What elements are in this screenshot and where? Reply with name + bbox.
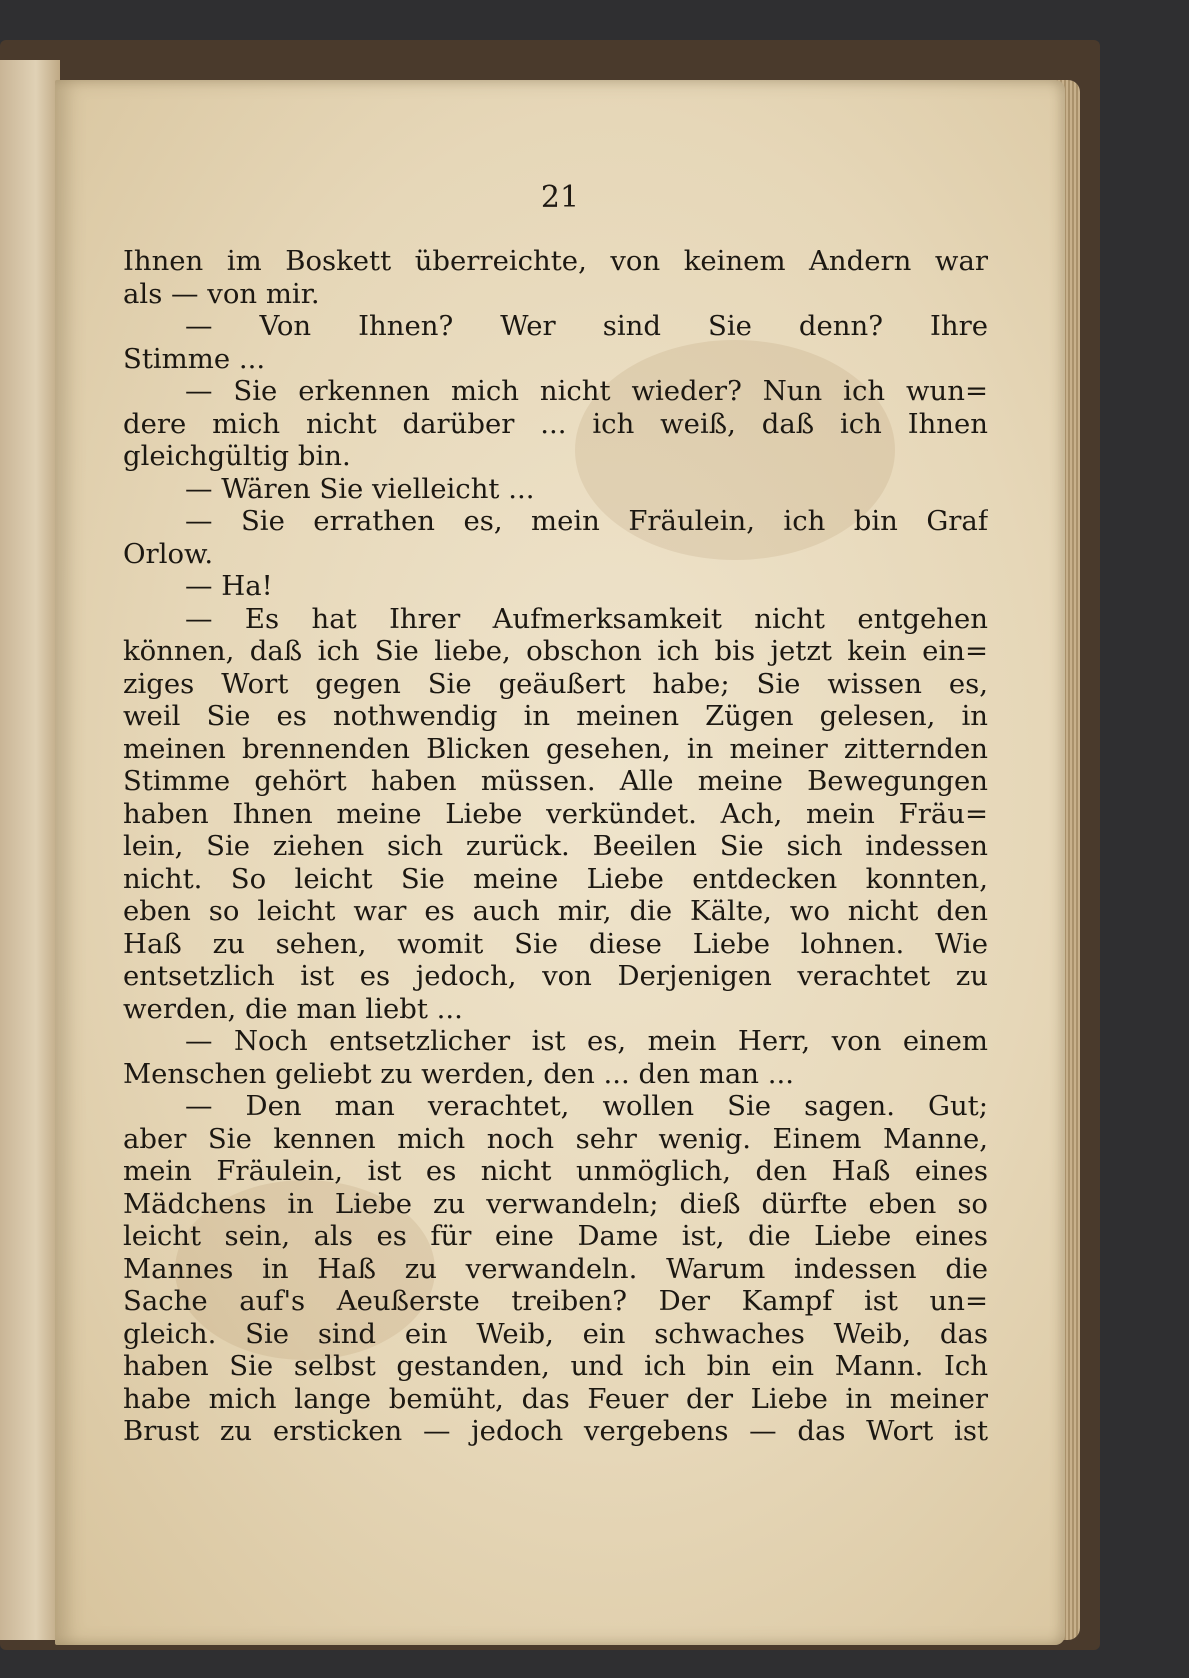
text-line: nicht. So leicht Sie meine Liebe entdecken konnten,	[123, 862, 988, 895]
text-line: Mannes in Haß zu verwandeln. Warum indessen die	[123, 1252, 988, 1285]
text-line: — Von Ihnen? Wer sind Sie denn? Ihre	[185, 310, 988, 342]
text-line: entsetzlich ist es jedoch, von Derjenigen verachtet zu	[123, 960, 988, 992]
text-line: meinen brennenden Blicken gesehen, in meiner zitternden	[123, 732, 988, 765]
text-line: habe mich lange bemüht, das Feuer der Liebe in meiner	[123, 1382, 988, 1415]
text-line: können, daß ich Sie liebe, obschon ich bis jetzt kein ein=	[123, 635, 988, 667]
text-line: gleich. Sie sind ein Weib, ein schwaches Weib, das	[123, 1317, 988, 1350]
text-line: Brust zu ersticken — jedoch vergebens — das Wort ist	[123, 1415, 988, 1447]
text-line: — Noch entsetzlicher ist es, mein Herr, von einem	[185, 1025, 988, 1057]
body-text	[123, 245, 988, 1448]
text-line: Menschen geliebt zu werden, den ... den man ...	[123, 1057, 794, 1090]
text-line: dere mich nicht darüber ... ich weiß, daß ich Ihnen	[123, 407, 988, 440]
text-line: ziges Wort gegen Sie geäußert habe; Sie wissen es,	[123, 667, 988, 700]
text-line: — Wären Sie vielleicht ...	[185, 472, 535, 505]
book-page	[55, 80, 1065, 1645]
text-line: Stimme ...	[123, 342, 266, 375]
text-line: Stimme gehört haben müssen. Alle meine Bewegungen	[123, 765, 988, 797]
facing-page-edge	[0, 60, 60, 1640]
text-line: gleichgültig bin.	[123, 440, 351, 472]
text-line: — Es hat Ihrer Aufmerksamkeit nicht entgehen	[185, 602, 988, 635]
text-line: Ihnen im Boskett überreichte, von keinem Andern war	[123, 245, 988, 277]
text-line: Mädchens in Liebe zu verwandeln; dieß dürfte eben so	[123, 1187, 988, 1220]
text-line: als — von mir.	[123, 277, 320, 310]
page-number: 21	[540, 180, 580, 215]
text-line: werden, die man liebt ...	[123, 992, 463, 1025]
text-line: — Den man verachtet, wollen Sie sagen. Gut;	[185, 1090, 988, 1122]
text-line: weil Sie es nothwendig in meinen Zügen gelesen, in	[123, 700, 988, 732]
text-line: Orlow.	[123, 537, 214, 570]
text-line: Haß zu sehen, womit Sie diese Liebe lohnen. Wie	[123, 927, 988, 960]
text-line: eben so leicht war es auch mir, die Kälte, wo nicht den	[123, 895, 988, 927]
text-line: haben Ihnen meine Liebe verkündet. Ach, mein Fräu=	[123, 797, 988, 830]
text-line: Sache auf's Aeußerste treiben? Der Kampf ist un=	[123, 1285, 988, 1317]
text-line: — Ha!	[185, 570, 273, 602]
text-line: leicht sein, als es für eine Dame ist, die Liebe eines	[123, 1220, 988, 1252]
text-line: mein Fräulein, ist es nicht unmöglich, den Haß eines	[123, 1155, 988, 1187]
text-line: — Sie erkennen mich nicht wieder? Nun ich wun=	[185, 375, 988, 407]
text-line: lein, Sie ziehen sich zurück. Beeilen Sie sich indessen	[123, 830, 988, 862]
text-line: aber Sie kennen mich noch sehr wenig. Einem Manne,	[123, 1122, 988, 1155]
text-line: haben Sie selbst gestanden, und ich bin ein Mann. Ich	[123, 1350, 988, 1382]
text-line: — Sie errathen es, mein Fräulein, ich bin Graf	[185, 505, 988, 537]
